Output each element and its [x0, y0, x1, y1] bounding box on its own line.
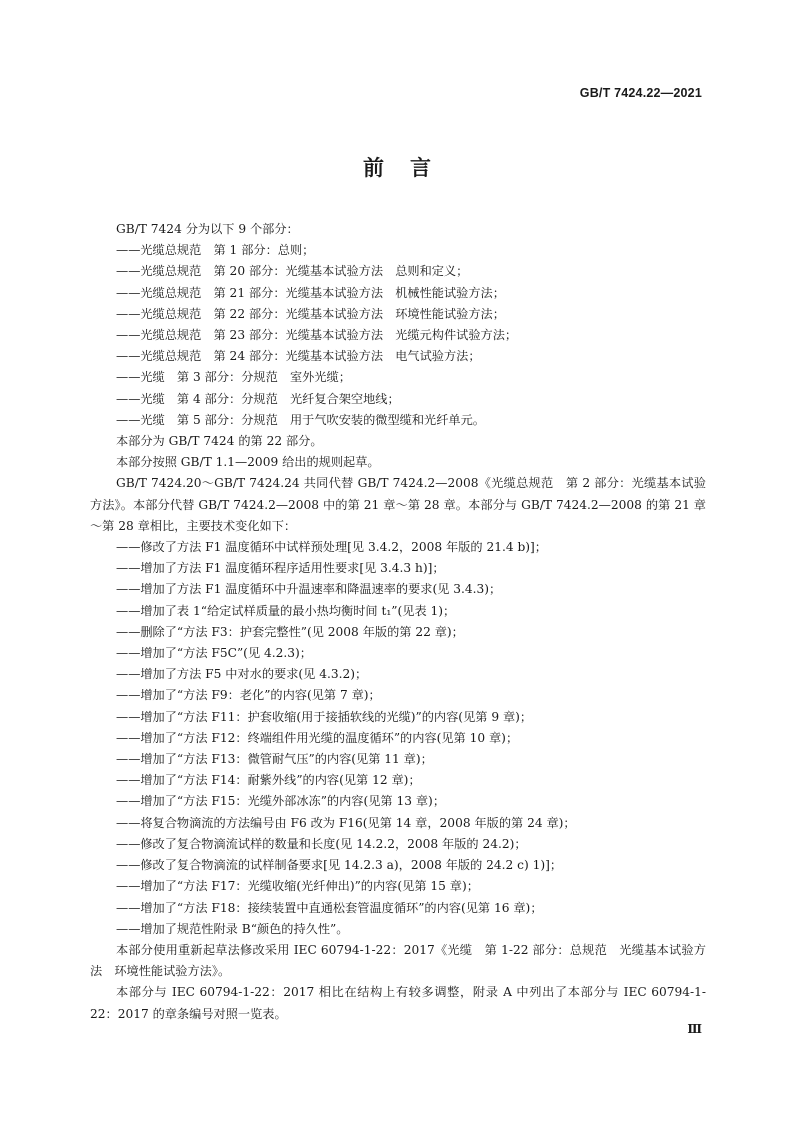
parts-list-item: ——光缆总规范 第 20 部分：光缆基本试验方法 总则和定义；	[116, 264, 469, 279]
parts-list-item: ——光缆 第 3 部分：分规范 室外光缆；	[116, 370, 351, 385]
parts-list-item: ——光缆总规范 第 23 部分：光缆基本试验方法 光缆元构件试验方法；	[116, 328, 518, 343]
change-item: ——增加了“方法 F18：接续装置中直通松套管温度循环”的内容(见第 16 章)；	[116, 900, 543, 915]
change-item: ——增加了规范性附录 B“颜色的持久性”。	[116, 921, 349, 936]
parts-intro: GB/T 7424 分为以下 9 个部分：	[116, 222, 299, 236]
title-char-2: 言	[410, 156, 431, 180]
title-char-1: 前	[363, 156, 384, 180]
change-item: ——增加了“方法 F15：光缆外部冰冻”的内容(见第 13 章)；	[116, 794, 446, 809]
change-item: ——将复合物滴流的方法编号由 F6 改为 F16(见第 14 章，2008 年版的第 24 章)；	[116, 815, 576, 830]
change-item: ——修改了方法 F1 温度循环中试样预处理[见 3.4.2，2008 年版的 21.4 b)]；	[116, 540, 547, 555]
change-item: ——增加了“方法 F12：终端组件用光缆的温度循环”的内容(见第 10 章)；	[116, 730, 519, 745]
foreword-body	[90, 219, 706, 1025]
parts-list	[90, 240, 706, 431]
change-item: ——增加了“方法 F17：光缆收缩(光纤伸出)”的内容(见第 15 章)；	[116, 879, 479, 894]
parts-list-item: ——光缆 第 5 部分：分规范 用于气吹安装的微型缆和光纤单元。	[116, 412, 485, 427]
drafting-rules: 本部分按照 GB/T 1.1—2009 给出的规则起草。	[116, 455, 380, 470]
parts-list-item: ——光缆总规范 第 22 部分：光缆基本试验方法 环境性能试验方法；	[116, 306, 505, 321]
change-item: ——增加了“方法 F11：护套收缩(用于接插软线的光缆)”的内容(见第 9 章)；	[116, 709, 533, 724]
structure-comparison-paragraph: 本部分与 IEC 60794-1-22：2017 相比在结构上有较多调整，附录 A 中列出了本部分与 IEC 60794-1-22：2017 的章条编号对照一览表。	[90, 985, 706, 1021]
change-item: ——修改了复合物滴流试样的数量和长度(见 14.2.2，2008 年版的 24.2)；	[116, 836, 527, 851]
change-item: ——增加了方法 F1 温度循环程序适用性要求[见 3.4.3 h)]；	[116, 561, 445, 576]
parts-list-item: ——光缆 第 4 部分：分规范 光纤复合架空地线；	[116, 391, 400, 406]
change-item: ——删除了“方法 F3：护套完整性”(见 2008 年版的第 22 章)；	[116, 624, 464, 639]
part-statement: 本部分为 GB/T 7424 的第 22 部分。	[116, 434, 323, 449]
parts-list-item: ——光缆总规范 第 24 部分：光缆基本试验方法 电气试验方法；	[116, 349, 481, 364]
change-item: ——增加了“方法 F5C”(见 4.2.3)；	[116, 646, 312, 661]
replacement-paragraph: GB/T 7424.20～GB/T 7424.24 共同代替 GB/T 7424.2—2008《光缆总规范 第 2 部分：光缆基本试验方法》。本部分代替 GB/T 7424.2—2008 中的第 21 章～第 28 章。本部分与 GB/T 7424.2—2008 的第 21 章～第 28 章相比，主要技术变化如下：	[90, 476, 706, 533]
change-item: ——增加了“方法 F14：耐紫外线”的内容(见第 12 章)；	[116, 773, 421, 788]
standard-code: GB/T 7424.22—2021	[579, 86, 702, 100]
change-item: ——增加了表 1“给定试样质量的最小热均衡时间 t₁”(见表 1)；	[116, 603, 456, 618]
change-item: ——增加了方法 F1 温度循环中升温速率和降温速率的要求(见 3.4.3)；	[116, 582, 502, 597]
change-item: ——增加了“方法 F9：老化”的内容(见第 7 章)；	[116, 688, 381, 703]
iec-adoption-paragraph: 本部分使用重新起草法修改采用 IEC 60794-1-22：2017《光缆 第 1-22 部分：总规范 光缆基本试验方法 环境性能试验方法》。	[90, 942, 706, 979]
parts-list-item: ——光缆总规范 第 21 部分：光缆基本试验方法 机械性能试验方法；	[116, 285, 505, 300]
change-item: ——增加了“方法 F13：微管耐气压”的内容(见第 11 章)；	[116, 752, 433, 767]
page-title	[0, 152, 794, 182]
change-item: ——修改了复合物滴流的试样制备要求[见 14.2.3 a)，2008 年版的 24.2 c) 1)]；	[116, 858, 563, 873]
changes-list	[90, 537, 706, 940]
change-item: ——增加了方法 F5 中对水的要求(见 4.3.2)；	[116, 667, 368, 682]
page-number: Ⅲ	[687, 1022, 702, 1036]
parts-list-item: ——光缆总规范 第 1 部分：总则；	[116, 243, 315, 258]
